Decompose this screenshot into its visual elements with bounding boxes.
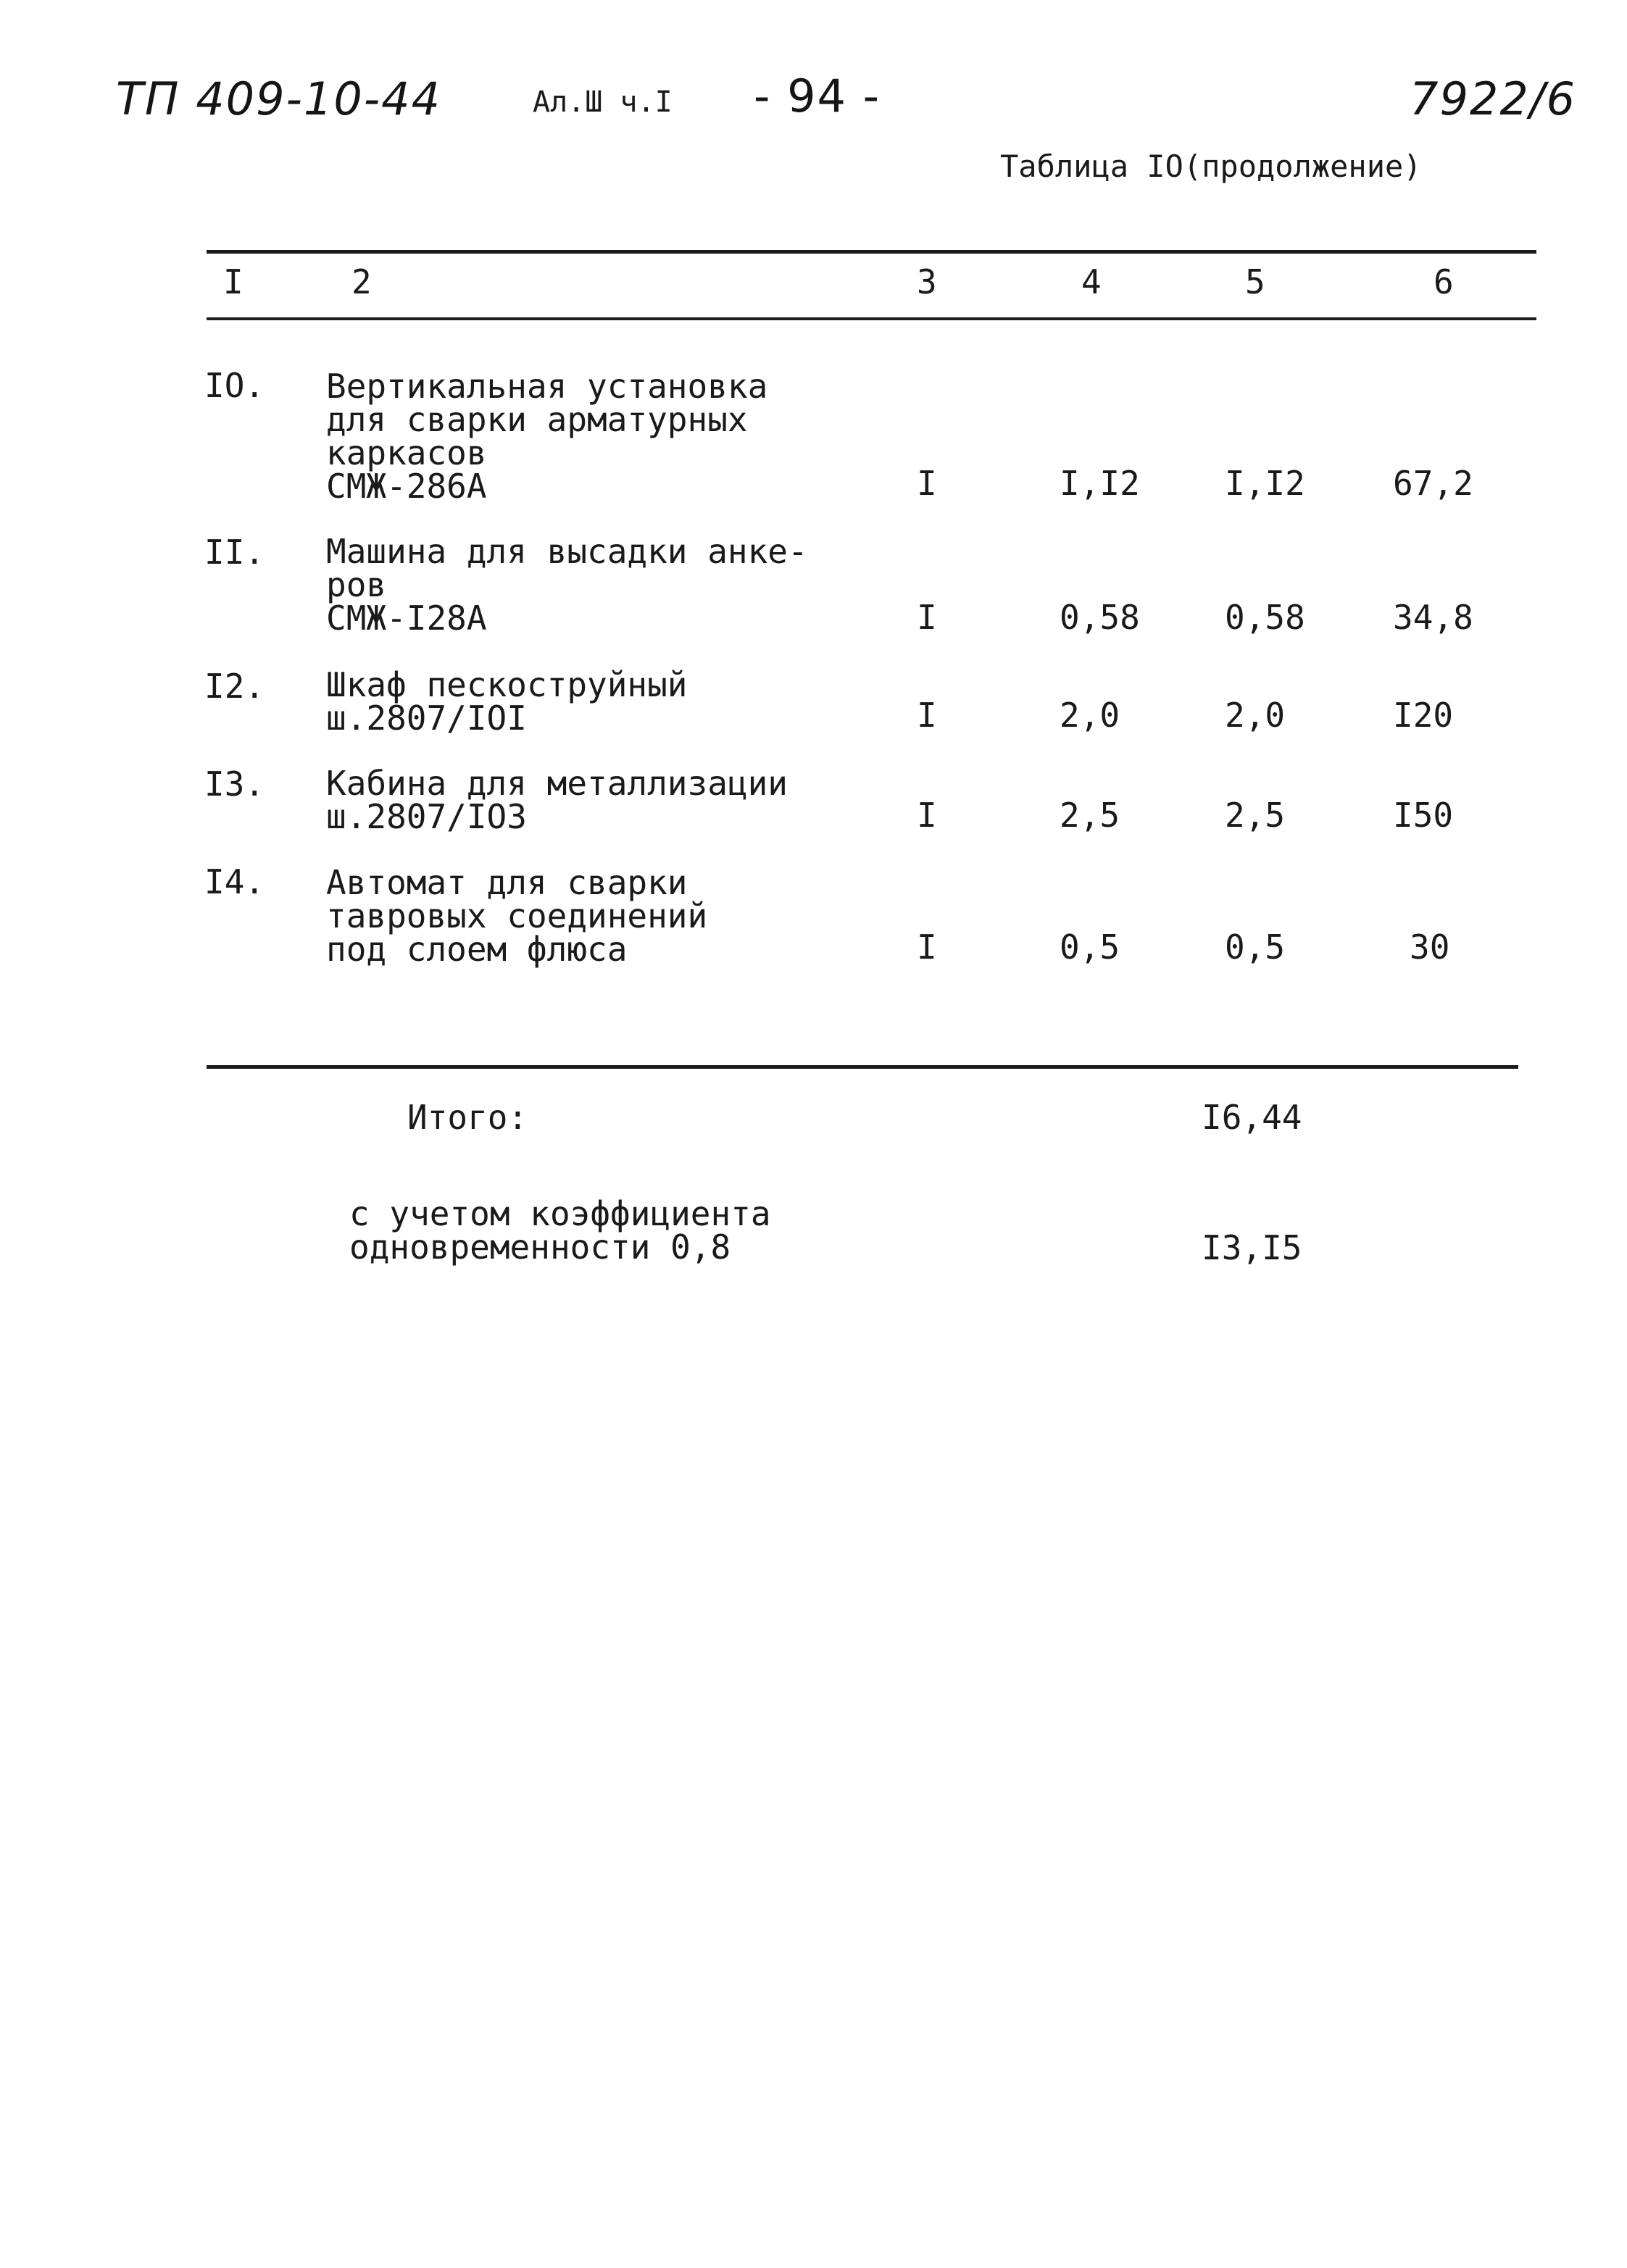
quantity-cell: I xyxy=(917,796,937,835)
doc-code: ТП 409-10-44 xyxy=(116,72,442,125)
table-bottom-rule xyxy=(207,1065,1518,1069)
row-number: IO. xyxy=(204,366,265,405)
equipment-name-line: каркасов xyxy=(326,433,487,472)
row-number: II. xyxy=(204,533,265,572)
equipment-name-line: Шкаф пескоструйный xyxy=(326,665,688,704)
table-top-rule xyxy=(207,250,1536,254)
equipment-name-line: Автомат для сварки xyxy=(326,863,688,902)
equipment-name-line: тавровых соединений xyxy=(326,896,708,935)
equipment-name-line: ш.2807/IO3 xyxy=(326,797,527,836)
value-cell: 67,2 xyxy=(1393,464,1473,503)
total-power-cell: 0,58 xyxy=(1225,598,1305,637)
equipment-name-line: под слоем флюса xyxy=(326,930,628,969)
equipment-name-line: Машина для высадки анке- xyxy=(326,532,808,571)
quantity-cell: I xyxy=(917,696,937,735)
table-caption: Таблица IO(продолжение) xyxy=(1000,149,1422,184)
column-number-3: 3 xyxy=(917,262,937,301)
equipment-name xyxy=(326,665,688,738)
total-value: I6,44 xyxy=(1202,1098,1302,1137)
table-header-rule xyxy=(207,317,1536,320)
total-power-cell: 2,5 xyxy=(1225,796,1286,835)
column-number-6: 6 xyxy=(1433,262,1454,301)
sheet-number: 7922/6 xyxy=(1410,72,1577,125)
coefficient-note xyxy=(349,1194,771,1267)
unit-power-cell: I,I2 xyxy=(1060,464,1140,503)
row-number: I2. xyxy=(204,667,265,706)
equipment-name xyxy=(326,863,708,969)
total-power-cell: 2,0 xyxy=(1225,696,1286,735)
equipment-name-line: ш.2807/IOI xyxy=(326,699,527,738)
unit-power-cell: 0,58 xyxy=(1060,598,1140,637)
total-power-cell: 0,5 xyxy=(1225,927,1286,967)
value-cell: I20 xyxy=(1393,696,1454,735)
coefficient-value: I3,I5 xyxy=(1202,1228,1302,1267)
unit-power-cell: 2,5 xyxy=(1060,796,1120,835)
album-label: Ал.Ш ч.I xyxy=(533,86,673,119)
row-number: I3. xyxy=(204,764,265,804)
column-number-2: 2 xyxy=(351,262,372,301)
value-cell: I50 xyxy=(1393,796,1454,835)
quantity-cell: I xyxy=(917,464,937,503)
value-cell: 34,8 xyxy=(1393,598,1473,637)
equipment-name-line: ров xyxy=(326,565,387,604)
unit-power-cell: 2,0 xyxy=(1060,696,1120,735)
page-number: - 94 - xyxy=(754,70,881,122)
total-power-cell: I,I2 xyxy=(1225,464,1305,503)
coefficient-note-line: с учетом коэффициента xyxy=(349,1194,771,1233)
total-label: Итого: xyxy=(407,1098,528,1137)
equipment-name-line: для сварки арматурных xyxy=(326,400,748,439)
coefficient-note-line: одновременности 0,8 xyxy=(349,1227,731,1267)
equipment-name-line: Кабина для металлизации xyxy=(326,764,788,803)
equipment-name-line: СМЖ-286А xyxy=(326,467,487,506)
row-number: I4. xyxy=(204,862,265,901)
equipment-name-line: Вертикальная установка xyxy=(326,367,768,406)
unit-power-cell: 0,5 xyxy=(1060,927,1120,967)
column-number-1: I xyxy=(223,262,244,301)
quantity-cell: I xyxy=(917,598,937,637)
column-number-4: 4 xyxy=(1081,262,1102,301)
column-number-5: 5 xyxy=(1245,262,1265,301)
quantity-cell: I xyxy=(917,927,937,967)
value-cell: 30 xyxy=(1410,927,1450,967)
equipment-name xyxy=(326,532,808,638)
equipment-name xyxy=(326,764,788,836)
equipment-name xyxy=(326,367,768,506)
equipment-name-line: СМЖ-I28А xyxy=(326,599,487,638)
